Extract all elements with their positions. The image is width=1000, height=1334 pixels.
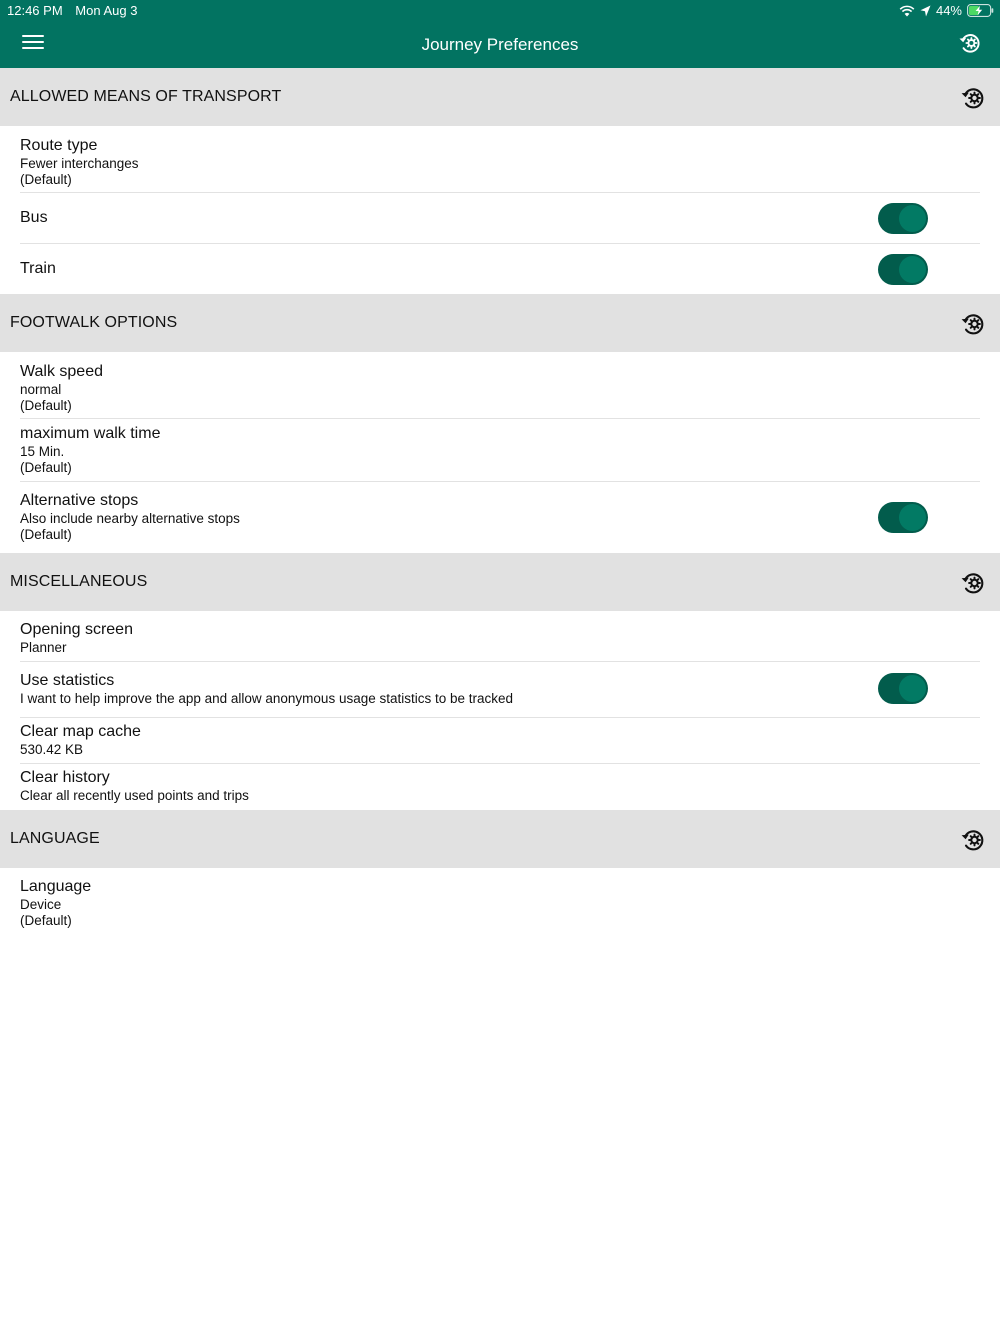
clear-history-row[interactable] [20,764,980,810]
clear-map-cache-row[interactable] [20,718,980,764]
opening-screen-value: Planner [20,640,67,655]
bus-row [20,193,980,244]
max-walk-time-default: (Default) [20,460,72,475]
clear-map-cache-size: 530.42 KB [20,742,84,757]
battery-charging-icon [967,4,994,17]
bus-label: Bus [20,209,48,226]
walk-speed-default: (Default) [20,398,72,413]
status-time: 12:46 PM [7,3,63,18]
route-type-row[interactable] [20,126,980,193]
status-date: Mon Aug 3 [75,3,138,18]
use-statistics-row [20,662,980,718]
walk-speed-row[interactable] [20,352,980,419]
train-row [20,244,980,294]
section-header-transport [0,68,1000,126]
language-default: (Default) [20,913,72,928]
section-title: FOOTWALK OPTIONS [10,314,178,331]
train-label: Train [20,260,56,277]
alternative-stops-row [20,482,980,553]
bus-toggle[interactable] [878,203,928,234]
clear-history-description: Clear all recently used points and trips [20,788,249,803]
language-row[interactable] [20,868,980,935]
language-value: Device [20,897,62,912]
route-type-default: (Default) [20,172,72,187]
clear-history-label: Clear history [20,769,110,786]
alternative-stops-toggle[interactable] [878,502,928,533]
max-walk-time-row[interactable] [20,419,980,482]
use-statistics-description: I want to help improve the app and allow anonymous usage statistics to be tracked [20,691,514,706]
opening-screen-label: Opening screen [20,621,133,638]
max-walk-time-value: 15 Min. [20,444,65,459]
max-walk-time-label: maximum walk time [20,425,161,442]
page-title: Journey Preferences [421,35,579,54]
reset-section-icon[interactable] [960,85,986,111]
use-statistics-toggle[interactable] [878,673,928,704]
language-label: Language [20,878,92,895]
reset-section-icon[interactable] [960,827,986,853]
clear-map-cache-label: Clear map cache [20,723,141,740]
battery-percent: 44% [935,3,962,18]
section-title: LANGUAGE [10,830,100,847]
reset-section-icon[interactable] [960,570,986,596]
alternative-stops-default: (Default) [20,527,72,542]
train-toggle[interactable] [878,254,928,285]
status-bar-left [7,3,146,18]
route-type-value: Fewer interchanges [20,156,139,171]
reset-section-icon[interactable] [960,311,986,337]
section-title: ALLOWED MEANS OF TRANSPORT [10,88,282,105]
top-bar [0,0,1000,68]
route-type-label: Route type [20,137,98,154]
section-header-footwalk [0,294,1000,352]
status-bar-right [899,3,994,18]
section-header-language [0,810,1000,868]
walk-speed-value: normal [20,382,62,397]
opening-screen-row[interactable] [20,611,980,662]
use-statistics-label: Use statistics [20,672,115,689]
alternative-stops-value: Also include nearby alternative stops [20,511,240,526]
alternative-stops-label: Alternative stops [20,492,139,509]
walk-speed-label: Walk speed [20,363,103,380]
section-header-misc [0,553,1000,611]
wifi-icon [899,5,915,17]
location-arrow-icon [920,5,931,17]
reset-settings-icon[interactable] [958,31,982,55]
section-title: MISCELLANEOUS [10,573,148,590]
